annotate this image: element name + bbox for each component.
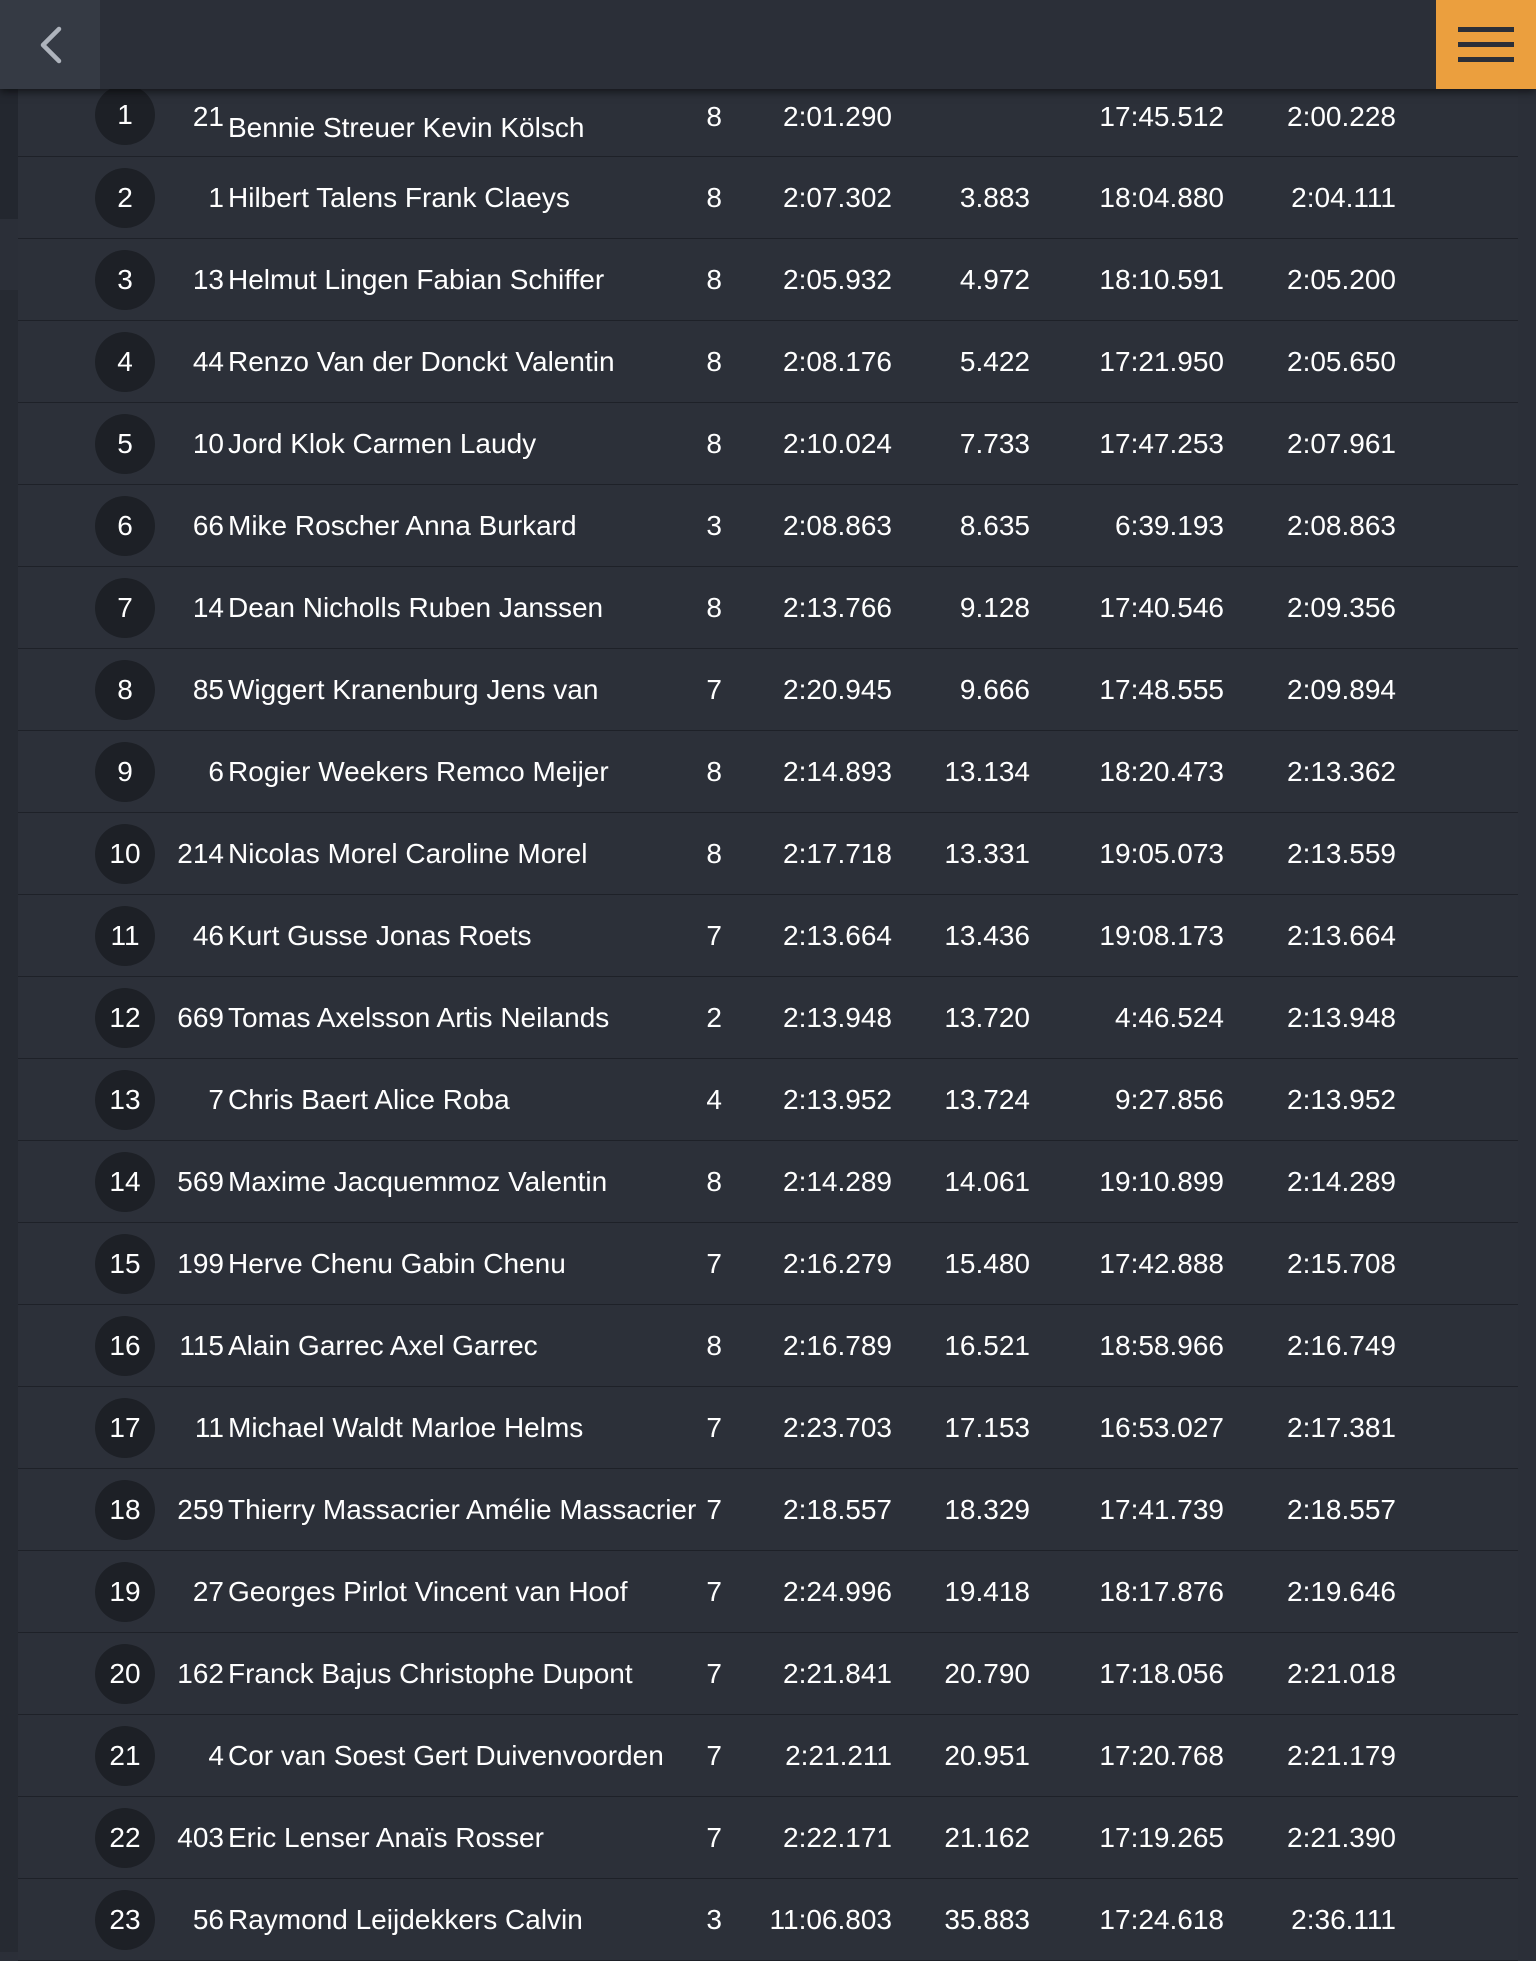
gap: 15.480 bbox=[944, 1247, 1030, 1279]
table-row[interactable] bbox=[18, 1633, 1518, 1715]
table-row[interactable] bbox=[18, 1141, 1518, 1223]
position-badge: 17 bbox=[95, 1398, 155, 1458]
last-lap-time: 2:08.176 bbox=[783, 345, 892, 377]
best-lap-time: 2:08.863 bbox=[1287, 509, 1396, 541]
total-time: 9:27.856 bbox=[1115, 1083, 1224, 1115]
gap: 21.162 bbox=[944, 1821, 1030, 1853]
table-row[interactable] bbox=[18, 1305, 1518, 1387]
position-badge: 19 bbox=[95, 1562, 155, 1622]
car-number: 66 bbox=[192, 509, 224, 541]
car-number: 115 bbox=[179, 1329, 224, 1361]
car-number: 162 bbox=[177, 1657, 224, 1689]
car-number: 7 bbox=[208, 1083, 224, 1115]
car-number: 44 bbox=[192, 345, 224, 377]
last-lap-time: 2:13.952 bbox=[783, 1083, 892, 1115]
position-cell bbox=[95, 1305, 155, 1386]
gap: 3.883 bbox=[959, 181, 1030, 213]
last-lap-time: 2:20.945 bbox=[783, 673, 892, 705]
car-number: 14 bbox=[192, 591, 224, 623]
total-time: 17:24.618 bbox=[1099, 1903, 1224, 1935]
last-lap-time: 2:16.279 bbox=[783, 1247, 892, 1279]
best-lap-time: 2:17.381 bbox=[1287, 1411, 1396, 1443]
driver-names: Maxime Jacquemmoz Valentin bbox=[228, 1166, 608, 1197]
menu-button[interactable] bbox=[1436, 0, 1536, 89]
table-row[interactable] bbox=[18, 403, 1518, 485]
gap: 7.733 bbox=[959, 427, 1030, 459]
left-edge-strip-lower bbox=[0, 290, 18, 1952]
position-cell bbox=[95, 1141, 155, 1222]
total-time: 17:18.056 bbox=[1099, 1657, 1224, 1689]
position-cell bbox=[95, 85, 155, 145]
position-cell bbox=[95, 1469, 155, 1550]
car-number: 259 bbox=[177, 1493, 224, 1525]
car-number: 46 bbox=[192, 919, 224, 951]
best-lap-time: 2:19.646 bbox=[1287, 1575, 1396, 1607]
last-lap-time: 2:18.557 bbox=[783, 1493, 892, 1525]
driver-names: Raymond Leijdekkers Calvin bbox=[228, 1904, 583, 1935]
laps: 7 bbox=[706, 1247, 722, 1279]
car-number: 6 bbox=[208, 755, 224, 787]
car-number: 13 bbox=[192, 263, 224, 295]
driver-names: Georges Pirlot Vincent van Hoof bbox=[228, 1576, 628, 1607]
driver-names: Bennie Streuer Kevin Kölsch bbox=[228, 112, 585, 143]
total-time: 17:40.546 bbox=[1099, 591, 1224, 623]
best-lap-time: 2:36.111 bbox=[1291, 1903, 1396, 1935]
position-badge: 6 bbox=[95, 496, 155, 556]
total-time: 17:20.768 bbox=[1099, 1739, 1224, 1771]
position-badge: 22 bbox=[95, 1808, 155, 1868]
laps: 8 bbox=[706, 101, 722, 132]
laps: 3 bbox=[706, 1903, 722, 1935]
gap: 14.061 bbox=[944, 1165, 1030, 1197]
gap: 18.329 bbox=[944, 1493, 1030, 1525]
best-lap-time: 2:00.228 bbox=[1287, 101, 1396, 132]
position-badge: 13 bbox=[95, 1070, 155, 1130]
table-row[interactable] bbox=[18, 1223, 1518, 1305]
last-lap-time: 2:23.703 bbox=[783, 1411, 892, 1443]
total-time: 18:58.966 bbox=[1099, 1329, 1224, 1361]
best-lap-time: 2:16.749 bbox=[1287, 1329, 1396, 1361]
table-row[interactable] bbox=[18, 1797, 1518, 1879]
position-cell bbox=[95, 157, 155, 238]
gap: 8.635 bbox=[959, 509, 1030, 541]
total-time: 18:17.876 bbox=[1099, 1575, 1224, 1607]
gap: 35.883 bbox=[944, 1903, 1030, 1935]
position-cell bbox=[95, 485, 155, 566]
best-lap-time: 2:21.390 bbox=[1287, 1821, 1396, 1853]
gap: 9.128 bbox=[959, 591, 1030, 623]
position-cell bbox=[95, 1059, 155, 1140]
position-cell bbox=[95, 731, 155, 812]
total-time: 17:21.950 bbox=[1099, 345, 1224, 377]
table-row[interactable] bbox=[18, 813, 1518, 895]
best-lap-time: 2:13.559 bbox=[1287, 837, 1396, 869]
driver-names: Jord Klok Carmen Laudy bbox=[228, 428, 537, 459]
last-lap-time: 2:22.171 bbox=[783, 1821, 892, 1853]
laps: 8 bbox=[706, 345, 722, 377]
best-lap-time: 2:21.018 bbox=[1287, 1657, 1396, 1689]
table-row[interactable] bbox=[18, 239, 1518, 321]
total-time: 18:10.591 bbox=[1099, 263, 1224, 295]
gap: 19.418 bbox=[944, 1575, 1030, 1607]
laps: 8 bbox=[706, 1165, 722, 1197]
driver-names: Rogier Weekers Remco Meijer bbox=[228, 756, 609, 787]
position-cell bbox=[95, 1633, 155, 1714]
table-row[interactable] bbox=[18, 731, 1518, 813]
last-lap-time: 2:16.789 bbox=[783, 1329, 892, 1361]
position-badge: 10 bbox=[95, 824, 155, 884]
table-row[interactable] bbox=[18, 1469, 1518, 1551]
position-cell bbox=[95, 1797, 155, 1878]
position-badge: 14 bbox=[95, 1152, 155, 1212]
car-number: 1 bbox=[208, 181, 224, 213]
best-lap-time: 2:13.948 bbox=[1287, 1001, 1396, 1033]
laps: 7 bbox=[706, 673, 722, 705]
car-number: 669 bbox=[177, 1001, 224, 1033]
position-badge: 9 bbox=[95, 742, 155, 802]
last-lap-time: 2:13.948 bbox=[783, 1001, 892, 1033]
laps: 8 bbox=[706, 427, 722, 459]
total-time: 17:45.512 bbox=[1099, 101, 1224, 132]
position-badge: 15 bbox=[95, 1234, 155, 1294]
total-time: 17:48.555 bbox=[1099, 673, 1224, 705]
driver-names: Michael Waldt Marloe Helms bbox=[228, 1412, 584, 1443]
position-badge: 8 bbox=[95, 660, 155, 720]
laps: 8 bbox=[706, 1329, 722, 1361]
laps: 7 bbox=[706, 1575, 722, 1607]
last-lap-time: 2:24.996 bbox=[783, 1575, 892, 1607]
table-row[interactable] bbox=[18, 567, 1518, 649]
position-cell bbox=[95, 1879, 155, 1960]
laps: 7 bbox=[706, 1821, 722, 1853]
table-row[interactable] bbox=[18, 1715, 1518, 1797]
table-row[interactable] bbox=[18, 485, 1518, 567]
laps: 7 bbox=[706, 1493, 722, 1525]
laps: 4 bbox=[706, 1083, 722, 1115]
best-lap-time: 2:05.200 bbox=[1287, 263, 1396, 295]
driver-names: Eric Lenser Anaïs Rosser bbox=[228, 1822, 544, 1853]
driver-names: Herve Chenu Gabin Chenu bbox=[228, 1248, 566, 1279]
position-cell bbox=[95, 649, 155, 730]
laps: 8 bbox=[706, 837, 722, 869]
hamburger-menu-icon bbox=[1458, 25, 1514, 65]
gap: 13.331 bbox=[944, 837, 1030, 869]
position-cell bbox=[95, 403, 155, 484]
position-cell bbox=[95, 977, 155, 1058]
position-cell bbox=[95, 1715, 155, 1796]
position-cell bbox=[95, 567, 155, 648]
total-time: 17:19.265 bbox=[1099, 1821, 1224, 1853]
driver-names: Dean Nicholls Ruben Janssen bbox=[228, 592, 604, 623]
position-badge: 2 bbox=[95, 168, 155, 228]
table-row[interactable] bbox=[18, 321, 1518, 403]
car-number: 214 bbox=[177, 837, 224, 869]
laps: 8 bbox=[706, 591, 722, 623]
gap: 13.436 bbox=[944, 919, 1030, 951]
car-number: 10 bbox=[192, 427, 224, 459]
gap: 13.134 bbox=[944, 755, 1030, 787]
total-time: 19:08.173 bbox=[1099, 919, 1224, 951]
best-lap-time: 2:09.356 bbox=[1287, 591, 1396, 623]
driver-names: Kurt Gusse Jonas Roets bbox=[228, 920, 532, 951]
last-lap-time: 2:17.718 bbox=[783, 837, 892, 869]
best-lap-time: 2:15.708 bbox=[1287, 1247, 1396, 1279]
last-lap-time: 2:07.302 bbox=[783, 181, 892, 213]
position-cell bbox=[95, 321, 155, 402]
position-cell bbox=[95, 895, 155, 976]
total-time: 19:05.073 bbox=[1099, 837, 1224, 869]
best-lap-time: 2:13.664 bbox=[1287, 919, 1396, 951]
last-lap-time: 11:06.803 bbox=[769, 1903, 892, 1935]
chevron-left-icon bbox=[37, 26, 63, 64]
total-time: 19:10.899 bbox=[1099, 1165, 1224, 1197]
gap: 13.720 bbox=[944, 1001, 1030, 1033]
table-row[interactable] bbox=[18, 977, 1518, 1059]
laps: 3 bbox=[706, 509, 722, 541]
gap: 9.666 bbox=[959, 673, 1030, 705]
best-lap-time: 2:13.362 bbox=[1287, 755, 1396, 787]
laps: 8 bbox=[706, 181, 722, 213]
gap: 20.951 bbox=[944, 1739, 1030, 1771]
back-button[interactable] bbox=[0, 0, 100, 89]
driver-names: Wiggert Kranenburg Jens van bbox=[228, 674, 599, 705]
driver-names: Chris Baert Alice Roba bbox=[228, 1084, 510, 1115]
position-badge: 5 bbox=[95, 414, 155, 474]
total-time: 17:41.739 bbox=[1099, 1493, 1224, 1525]
position-cell bbox=[95, 1551, 155, 1632]
last-lap-time: 2:05.932 bbox=[783, 263, 892, 295]
last-lap-time: 2:13.664 bbox=[783, 919, 892, 951]
table-row[interactable] bbox=[18, 895, 1518, 977]
car-number: 403 bbox=[177, 1821, 224, 1853]
best-lap-time: 2:05.650 bbox=[1287, 345, 1396, 377]
driver-names: Tomas Axelsson Artis Neilands bbox=[228, 1002, 610, 1033]
total-time: 17:42.888 bbox=[1099, 1247, 1224, 1279]
car-number: 21 bbox=[192, 101, 224, 132]
top-bar bbox=[0, 0, 1536, 89]
laps: 8 bbox=[706, 263, 722, 295]
driver-names: Alain Garrec Axel Garrec bbox=[228, 1330, 538, 1361]
car-number: 4 bbox=[208, 1739, 224, 1771]
last-lap-time: 2:13.766 bbox=[783, 591, 892, 623]
gap: 16.521 bbox=[944, 1329, 1030, 1361]
position-cell bbox=[95, 1387, 155, 1468]
best-lap-time: 2:18.557 bbox=[1287, 1493, 1396, 1525]
position-cell bbox=[95, 813, 155, 894]
laps: 7 bbox=[706, 919, 722, 951]
position-badge: 23 bbox=[95, 1890, 155, 1950]
position-badge: 16 bbox=[95, 1316, 155, 1376]
table-row[interactable] bbox=[18, 1879, 1518, 1961]
gap: 4.972 bbox=[959, 263, 1030, 295]
laps: 7 bbox=[706, 1739, 722, 1771]
position-badge: 3 bbox=[95, 250, 155, 310]
total-time: 18:20.473 bbox=[1099, 755, 1224, 787]
table-row[interactable] bbox=[18, 157, 1518, 239]
last-lap-time: 2:01.290 bbox=[783, 101, 892, 132]
car-number: 85 bbox=[192, 673, 224, 705]
last-lap-time: 2:14.893 bbox=[783, 755, 892, 787]
position-badge: 21 bbox=[95, 1726, 155, 1786]
results-table bbox=[18, 89, 1518, 1961]
car-number: 27 bbox=[192, 1575, 224, 1607]
gap: 17.153 bbox=[944, 1411, 1030, 1443]
driver-names: Cor van Soest Gert Duivenvoorden bbox=[228, 1740, 664, 1771]
position-cell bbox=[95, 1223, 155, 1304]
total-time: 16:53.027 bbox=[1099, 1411, 1224, 1443]
gap: 20.790 bbox=[944, 1657, 1030, 1689]
best-lap-time: 2:21.179 bbox=[1287, 1739, 1396, 1771]
car-number: 11 bbox=[194, 1411, 224, 1443]
laps: 2 bbox=[706, 1001, 722, 1033]
best-lap-time: 2:07.961 bbox=[1287, 427, 1396, 459]
total-time: 18:04.880 bbox=[1099, 181, 1224, 213]
gap bbox=[898, 89, 1030, 101]
total-time: 6:39.193 bbox=[1115, 509, 1224, 541]
left-edge-strip bbox=[0, 89, 18, 219]
car-number: 569 bbox=[177, 1165, 224, 1197]
gap: 5.422 bbox=[959, 345, 1030, 377]
car-number: 56 bbox=[192, 1903, 224, 1935]
position-badge: 18 bbox=[95, 1480, 155, 1540]
table-row[interactable] bbox=[18, 1059, 1518, 1141]
position-badge: 4 bbox=[95, 332, 155, 392]
position-badge: 7 bbox=[95, 578, 155, 638]
last-lap-time: 2:21.211 bbox=[785, 1739, 892, 1771]
driver-names: Nicolas Morel Caroline Morel bbox=[228, 838, 588, 869]
driver-names: Franck Bajus Christophe Dupont bbox=[228, 1658, 633, 1689]
total-time: 17:47.253 bbox=[1099, 427, 1224, 459]
position-badge: 1 bbox=[95, 85, 155, 145]
total-time: 4:46.524 bbox=[1115, 1001, 1224, 1033]
driver-names: Thierry Massacrier Amélie Massacrier bbox=[228, 1494, 697, 1525]
last-lap-time: 2:10.024 bbox=[783, 427, 892, 459]
last-lap-time: 2:21.841 bbox=[783, 1657, 892, 1689]
best-lap-time: 2:13.952 bbox=[1287, 1083, 1396, 1115]
laps: 7 bbox=[706, 1657, 722, 1689]
car-number: 199 bbox=[177, 1247, 224, 1279]
last-lap-time: 2:08.863 bbox=[783, 509, 892, 541]
best-lap-time: 2:04.111 bbox=[1291, 181, 1396, 213]
laps: 8 bbox=[706, 755, 722, 787]
table-row[interactable] bbox=[18, 1551, 1518, 1633]
gap: 13.724 bbox=[944, 1083, 1030, 1115]
table-row[interactable] bbox=[18, 1387, 1518, 1469]
position-badge: 12 bbox=[95, 988, 155, 1048]
position-cell bbox=[95, 239, 155, 320]
position-badge: 20 bbox=[95, 1644, 155, 1704]
last-lap-time: 2:14.289 bbox=[783, 1165, 892, 1197]
laps: 7 bbox=[706, 1411, 722, 1443]
driver-names: Mike Roscher Anna Burkard bbox=[228, 510, 577, 541]
driver-names: Renzo Van der Donckt Valentin bbox=[228, 346, 615, 377]
driver-names: Helmut Lingen Fabian Schiffer bbox=[228, 264, 605, 295]
best-lap-time: 2:09.894 bbox=[1287, 673, 1396, 705]
driver-names: Hilbert Talens Frank Claeys bbox=[228, 182, 570, 213]
best-lap-time: 2:14.289 bbox=[1287, 1165, 1396, 1197]
table-row[interactable] bbox=[18, 89, 1518, 157]
position-badge: 11 bbox=[95, 906, 155, 966]
table-row[interactable] bbox=[18, 649, 1518, 731]
